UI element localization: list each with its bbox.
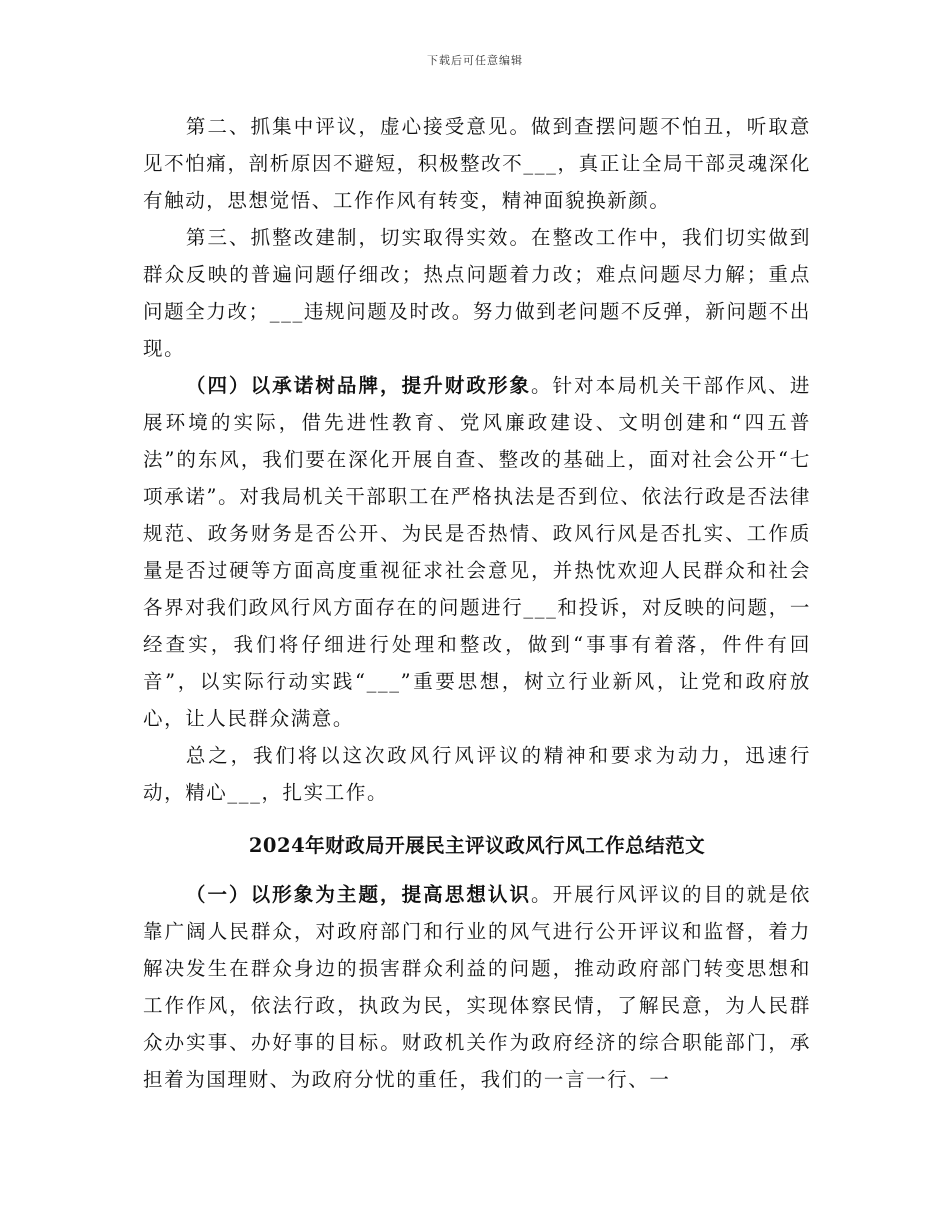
paragraph-3 <box>143 219 811 367</box>
paragraph-1 <box>143 876 811 1098</box>
paragraph-text: 总之，我们将以这次政风行风评议的精神和要求为动力，迅速行动，精心___，扎实工作。 <box>143 744 811 804</box>
paragraph-heading: （四）以承诺树品牌，提升财政形象 <box>185 374 532 397</box>
paragraph-2 <box>143 108 811 219</box>
paragraph-text: 。针对本局机关干部作风、进展环境的实际，借先进性教育、党风廉政建设、文明创建和“四五普法”的东风，我们要在深化开展自查、整改的基础上，面对社会公开“七项承诺”。对我局机关干部职工在严格执法是否到位、依法行政是否法律规范、政务财务是否公开、为民是否热情、政风行风是否扎实、工作质量是否过硬等方面高度重视征求社会意见，并热忱欢迎人民群众和社会各界对我们政风行风方面存在的问题进行___和投诉，对反映的问题，一经查实，我们将仔细进行处理和整改，做到“事事有着落，件件有回音”，以实际行动实践“___”重要思想，树立行业新风，让党和政府放心，让人民群众满意。 <box>143 374 811 730</box>
document-body <box>143 108 811 1098</box>
paragraph-heading: （一）以形象为主题，提高思想认识 <box>185 883 532 906</box>
paragraph-4 <box>143 367 811 737</box>
paragraph-summary <box>143 737 811 811</box>
paragraph-text: 第二、抓集中评议，虚心接受意见。做到查摆问题不怕丑，听取意见不怕痛，剖析原因不避短，积极整改不___，真正让全局干部灵魂深化有触动，思想觉悟、工作作风有转变，精神面貌换新颜。 <box>143 115 811 212</box>
document-title: 2024年财政局开展民主评议政风行风工作总结范文 <box>248 834 706 857</box>
page-header: 下载后可任意编辑 <box>427 54 523 67</box>
paragraph-text: 第三、抓整改建制，切实取得实效。在整改工作中，我们切实做到群众反映的普遍问题仔细改；热点问题着力改；难点问题尽力解；重点问题全力改；___违规问题及时改。努力做到老问题不反弹，新问题不出现。 <box>143 226 811 360</box>
paragraph-text: 。开展行风评议的目的就是依靠广阔人民群众，对政府部门和行业的风气进行公开评议和监督，着力解决发生在群众身边的损害群众利益的问题，推动政府部门转变思想和工作作风，依法行政，执政为民，实现体察民情，了解民意，为人民群众办实事、办好事的目标。财政机关作为政府经济的综合职能部门，承担着为国理财、为政府分忧的重任，我们的一言一行、一 <box>143 883 811 1091</box>
